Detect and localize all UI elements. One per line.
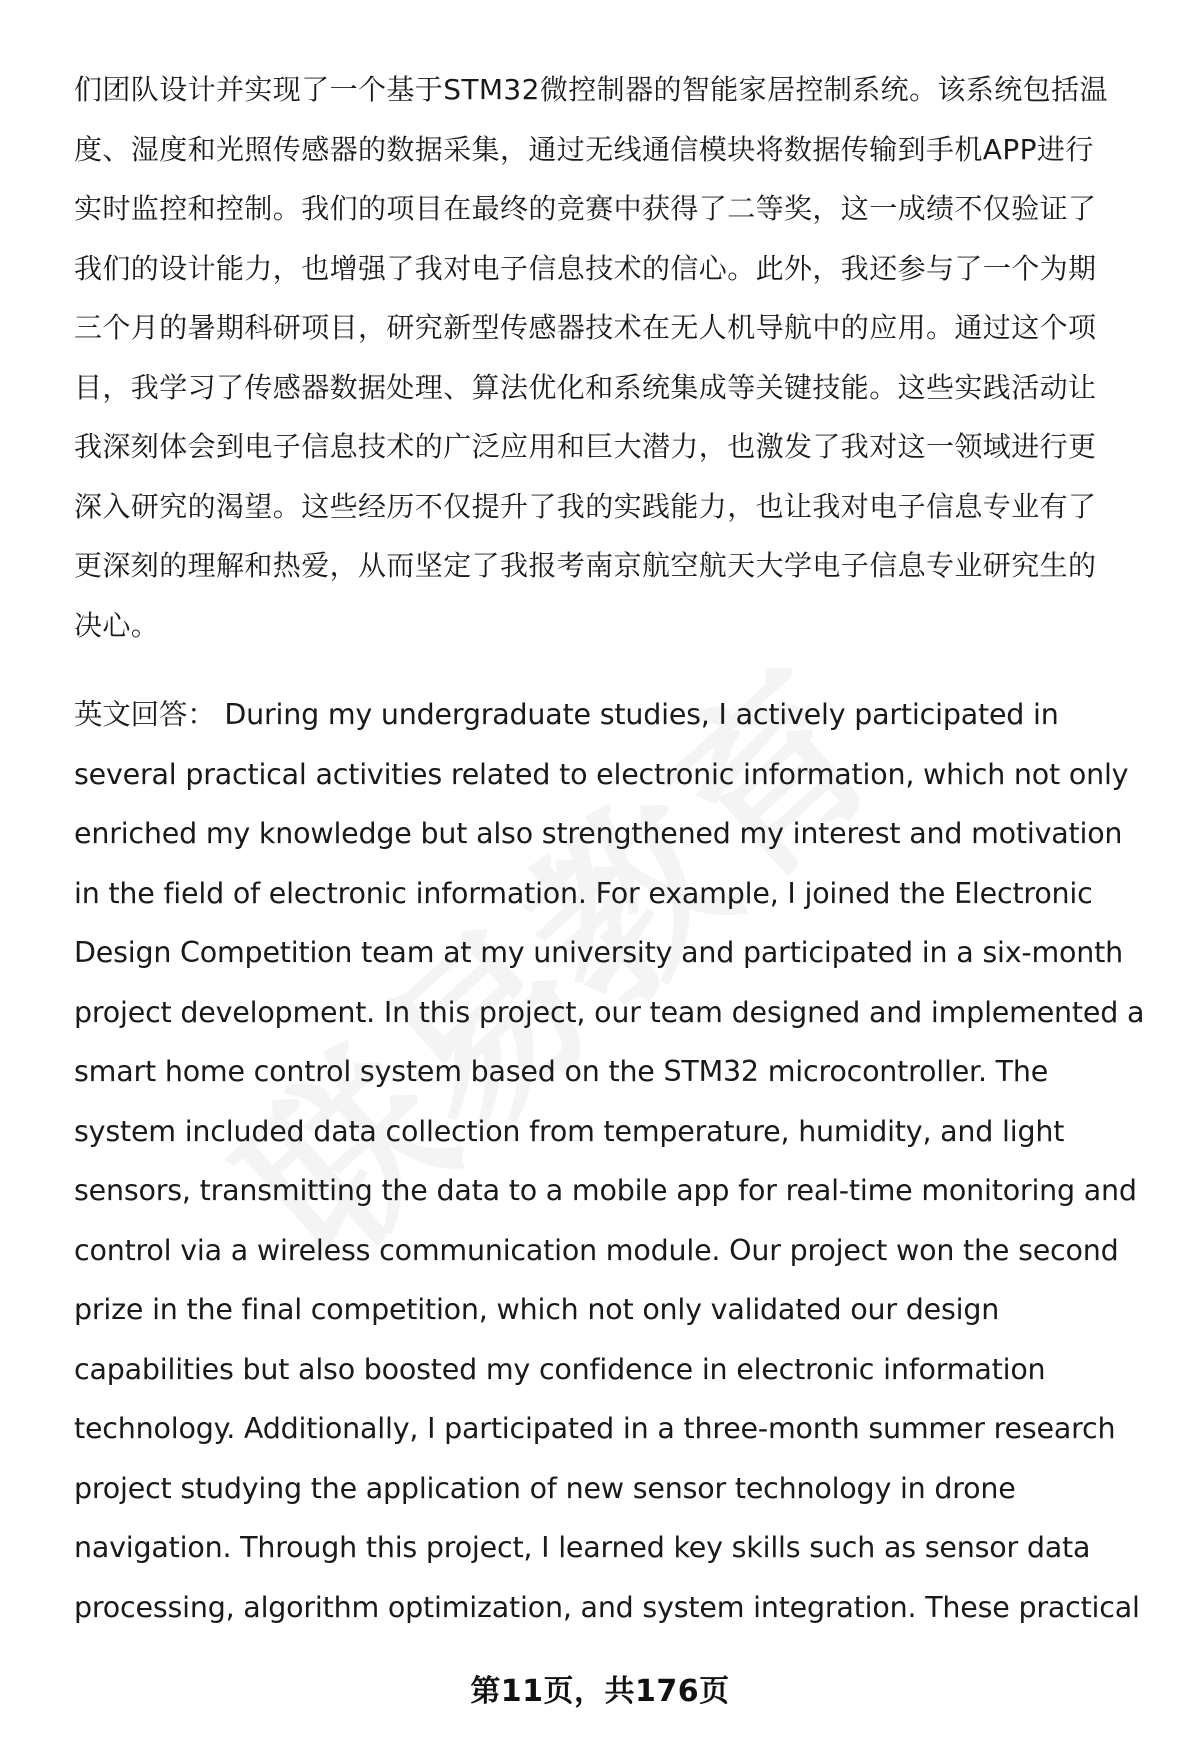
paragraph-line: 更深刻的理解和热爱，从而坚定了我报考南京航空航天大学电子信息专业研究生的: [74, 549, 1097, 582]
paragraph-line: technology. Additionally, I participated in a three-month summer research: [74, 1412, 1116, 1445]
paragraph-line: control via a wireless communication module. Our project won the second: [74, 1233, 1119, 1267]
paragraph-line: capabilities but also boosted my confidence in electronic information: [74, 1352, 1046, 1386]
paragraph-line: several practical activities related to electronic information, which not only: [74, 757, 1129, 791]
paragraph-line: 英文回答： During my undergraduate studies, I actively participated in: [74, 698, 1059, 731]
paragraph-line: system included data collection from temperature, humidity, and light: [74, 1114, 1065, 1148]
paragraph-line: prize in the final competition, which not only validated our design: [74, 1293, 1000, 1326]
paragraph-line: in the field of electronic information. For example, I joined the Electronic: [74, 876, 1093, 910]
english-paragraph: [74, 685, 1154, 1637]
paragraph-line: 三个月的暑期科研项目，研究新型传感器技术在无人机导航中的应用。通过这个项: [74, 311, 1097, 344]
paragraph-line: 决心。: [74, 608, 160, 642]
paragraph-line: 实时监控和控制。我们的项目在最终的竞赛中获得了二等奖，这一成绩不仅验证了: [74, 192, 1097, 225]
paragraph-line: project development. In this project, our team designed and implemented a: [74, 995, 1145, 1029]
paragraph-line: 深入研究的渴望。这些经历不仅提升了我的实践能力，也让我对电子信息专业有了: [74, 489, 1097, 523]
paragraph-line: 目，我学习了传感器数据处理、算法优化和系统集成等关键技能。这些实践活动让: [74, 370, 1097, 404]
paragraph-line: 我们的设计能力，也增强了我对电子信息技术的信心。此外，我还参与了一个为期: [74, 251, 1097, 285]
chinese-paragraph: [74, 60, 1154, 655]
paragraph-line: 们团队设计并实现了一个基于STM32微控制器的智能家居控制系统。该系统包括温: [74, 73, 1108, 106]
paragraph-line: navigation. Through this project, I learned key skills such as sensor data: [74, 1531, 1091, 1564]
paragraph-line: project studying the application of new sensor technology in drone: [74, 1471, 1016, 1505]
paragraph-line: sensors, transmitting the data to a mobile app for real-time monitoring and: [74, 1174, 1137, 1207]
paragraph-line: processing, algorithm optimization, and system integration. These practical: [74, 1590, 1140, 1624]
paragraph-line: Design Competition team at my university and participated in a six-month: [74, 936, 1123, 969]
paragraph-line: 我深刻体会到电子信息技术的广泛应用和巨大潜力，也激发了我对这一领域进行更: [74, 430, 1097, 463]
paragraph-line: 度、湿度和光照传感器的数据采集，通过无线通信模块将数据传输到手机APP进行: [74, 132, 1094, 166]
paragraph-line: smart home control system based on the STM32 microcontroller. The: [74, 1055, 1049, 1088]
page-number: 第11页，共176页: [470, 1674, 730, 1709]
paragraph-line: enriched my knowledge but also strengthened my interest and motivation: [74, 817, 1123, 850]
